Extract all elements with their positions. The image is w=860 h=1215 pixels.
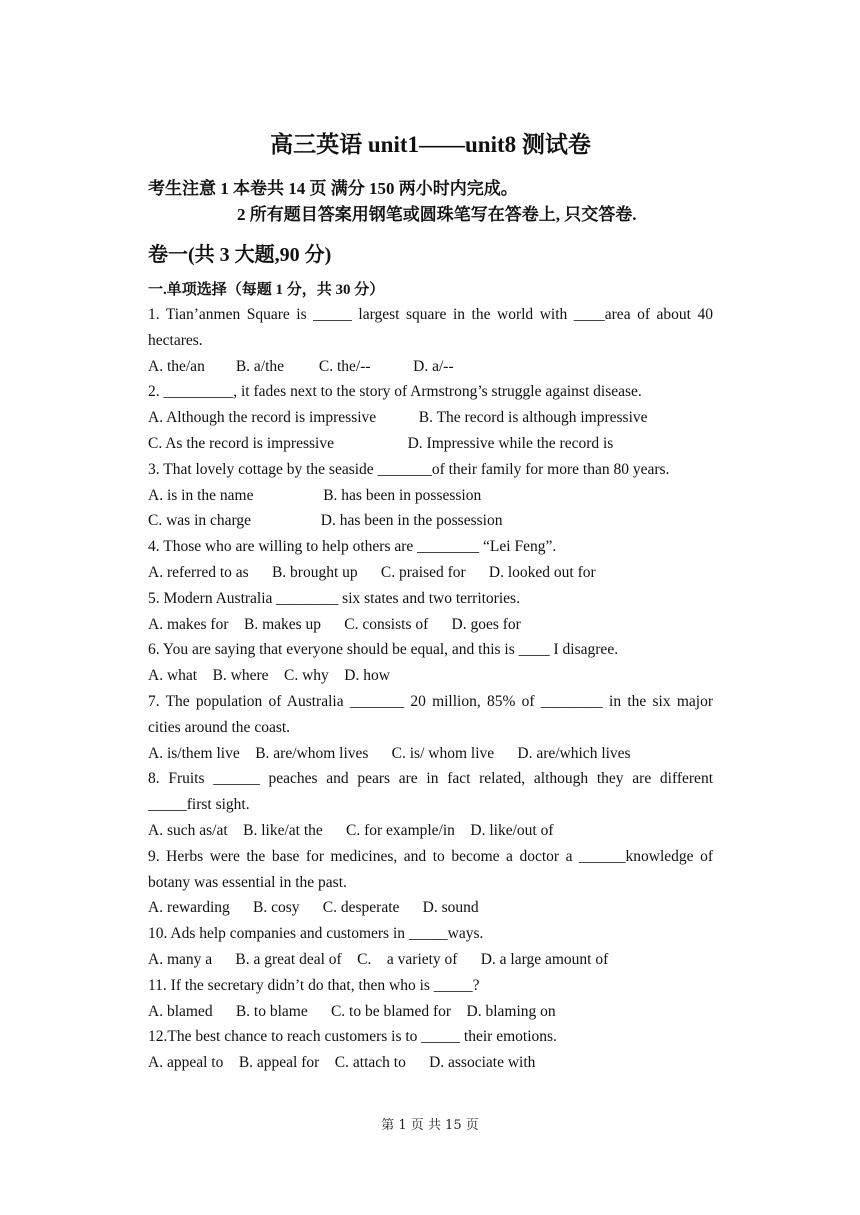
question-options: A. is in the name B. has been in possession	[148, 486, 482, 504]
question-options: C. was in charge D. has been in the possession	[148, 512, 503, 530]
page-footer: 第 1 页 共 15 页	[381, 1118, 479, 1133]
question-stem: 2. _________, it fades next to the story of Armstrong’s struggle against disease.	[148, 383, 642, 401]
question-stem: 6. You are saying that everyone should be equal, and this is ____ I disagree.	[148, 641, 619, 659]
question-stem: 11. If the secretary didn’t do that, then who is _____?	[148, 976, 480, 994]
question-item	[148, 637, 713, 689]
question-item	[148, 586, 713, 638]
question-stem: 12.The best chance to reach customers is to _____ their emotions.	[148, 1028, 557, 1046]
question-stem: 5. Modern Australia ________ six states and two territories.	[148, 589, 520, 607]
question-item	[148, 302, 713, 379]
question-options: A. Although the record is impressive B. The record is although impressive	[148, 409, 648, 427]
exam-page	[148, 124, 713, 1076]
question-item	[148, 457, 713, 534]
question-options: A. blamed B. to blame C. to be blamed for D. blaming on	[148, 1002, 556, 1020]
question-stem: 8. Fruits ______ peaches and pears are in fact related, although they are different _____first sight.	[148, 770, 713, 814]
question-stem: 9. Herbs were the base for medicines, and to become a doctor a ______knowledge of botany was essential in the past.	[148, 847, 713, 891]
question-item	[148, 844, 713, 921]
question-options: A. what B. where C. why D. how	[148, 667, 390, 685]
question-item	[148, 973, 713, 1025]
question-list	[148, 302, 713, 1076]
question-item	[148, 1024, 713, 1076]
question-options: A. appeal to B. appeal for C. attach to D. associate with	[148, 1054, 536, 1072]
question-stem: 1. Tian’anmen Square is _____ largest square in the world with ____area of about 40 hectares.	[148, 306, 713, 349]
question-item	[148, 379, 713, 456]
question-options: A. such as/at B. like/at the C. for example/in D. like/out of	[148, 821, 554, 839]
notice-line-2: 2 所有题目答案用钢笔或圆珠笔写在答卷上, 只交答卷.	[237, 205, 637, 224]
question-item	[148, 921, 713, 973]
question-options: A. makes for B. makes up C. consists of D. goes for	[148, 615, 521, 633]
question-stem: 4. Those who are willing to help others are ________ “Lei Feng”.	[148, 538, 557, 556]
question-options: A. referred to as B. brought up C. praised for D. looked out for	[148, 563, 596, 581]
question-stem: 10. Ads help companies and customers in _____ways.	[148, 925, 484, 943]
question-item	[148, 689, 713, 766]
question-stem: 3. That lovely cottage by the seaside _______of their family for more than 80 years.	[148, 460, 670, 478]
question-options: A. the/an B. a/the C. the/-- D. a/--	[148, 357, 454, 375]
question-stem: 7. The population of Australia _______ 20 million, 85% of ________ in the six major cities around the coast.	[148, 692, 713, 736]
notice-line-1: 考生注意 1 本卷共 14 页 满分 150 两小时内完成。	[148, 179, 518, 198]
part-title: 一.单项选择（每题 1 分，共 30 分）	[148, 282, 385, 298]
section-title: 卷一(共 3 大题,90 分)	[148, 244, 332, 266]
question-item	[148, 534, 713, 586]
page-title: 高三英语 unit1——unit8 测试卷	[270, 132, 591, 157]
exam-notice	[148, 176, 713, 228]
question-options: A. is/them live B. are/whom lives C. is/ whom live D. are/which lives	[148, 744, 631, 762]
question-options: A. many a B. a great deal of C. a variety of D. a large amount of	[148, 950, 609, 968]
question-item	[148, 766, 713, 843]
question-options: C. As the record is impressive D. Impressive while the record is	[148, 434, 614, 452]
question-options: A. rewarding B. cosy C. desperate D. sound	[148, 899, 479, 917]
